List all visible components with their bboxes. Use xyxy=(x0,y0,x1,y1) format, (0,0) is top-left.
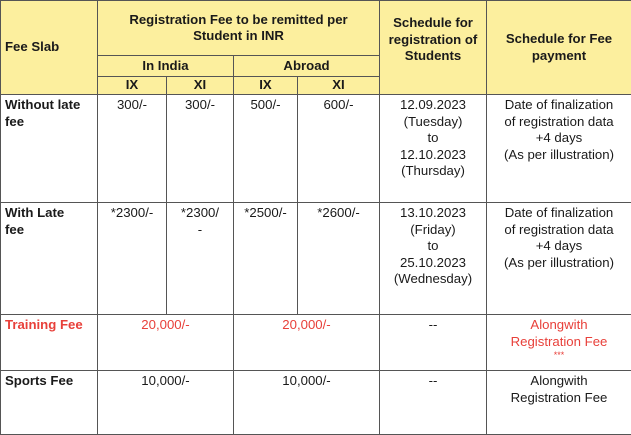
in-india-header xyxy=(98,56,234,77)
payment-line: Date of finalization xyxy=(487,97,631,114)
training-fee-label xyxy=(1,315,98,371)
schedule-fee-payment-header-text: Schedule for Fee payment xyxy=(506,31,612,63)
training-fee-india xyxy=(98,315,234,371)
india-xi-header-text: XI xyxy=(194,77,206,92)
without-late-fee-label xyxy=(1,95,98,203)
training-fee-label-text: Training Fee xyxy=(5,317,83,332)
schedule-start-date: 12.09.2023 xyxy=(380,97,486,114)
with-late-fee-abroad-ix xyxy=(234,203,298,315)
sports-fee-india xyxy=(98,371,234,435)
sports-fee-abroad xyxy=(234,371,380,435)
india-ix-header-text: IX xyxy=(126,77,138,92)
sports-fee-payment xyxy=(487,371,631,435)
abroad-xi-header-text: XI xyxy=(332,77,344,92)
with-late-fee-abroad-xi-value: *2600/- xyxy=(317,205,360,220)
fee-slab-header xyxy=(1,1,98,95)
payment-line: of registration data xyxy=(487,114,631,131)
payment-line: (As per illustration) xyxy=(487,147,631,164)
without-late-fee-abroad-xi xyxy=(298,95,380,203)
with-late-fee-label xyxy=(1,203,98,315)
payment-line: +4 days xyxy=(487,130,631,147)
schedule-end-day: (Thursday) xyxy=(380,163,486,180)
sports-fee-schedule xyxy=(380,371,487,435)
with-late-fee-abroad-ix-value: *2500/- xyxy=(244,205,287,220)
payment-line: +4 days xyxy=(487,238,631,255)
without-late-fee-schedule xyxy=(380,95,487,203)
without-late-fee-abroad-xi-value: 600/- xyxy=(323,97,353,112)
without-late-fee-payment xyxy=(487,95,631,203)
fee-slab-header-text: Fee Slab xyxy=(5,39,59,54)
schedule-end-date: 12.10.2023 xyxy=(380,147,486,164)
schedule-start-day: (Tuesday) xyxy=(380,114,486,131)
with-late-fee-payment xyxy=(487,203,631,315)
sports-fee-schedule-value: -- xyxy=(429,373,438,388)
row-training-fee xyxy=(1,315,631,371)
with-late-fee-india-xi-value: *2300/ xyxy=(167,205,233,222)
abroad-xi-header xyxy=(298,77,380,95)
without-late-fee-india-xi-value: 300/- xyxy=(185,97,215,112)
row-with-late-fee xyxy=(1,203,631,315)
abroad-header-text: Abroad xyxy=(283,58,329,73)
sports-fee-label-text: Sports Fee xyxy=(5,373,73,388)
with-late-fee-label-text: With Late fee xyxy=(5,205,64,237)
training-fee-abroad xyxy=(234,315,380,371)
sports-fee-india-value: 10,000/- xyxy=(141,373,189,388)
schedule-start-day: (Friday) xyxy=(380,222,486,239)
schedule-registration-header xyxy=(380,1,487,95)
with-late-fee-india-ix-value: *2300/- xyxy=(111,205,154,220)
with-late-fee-india-xi xyxy=(167,203,234,315)
without-late-fee-india-ix-value: 300/- xyxy=(117,97,147,112)
abroad-header xyxy=(234,56,380,77)
india-ix-header xyxy=(98,77,167,95)
schedule-fee-payment-header xyxy=(487,1,631,95)
payment-line: Registration Fee xyxy=(487,334,631,351)
training-fee-india-value: 20,000/- xyxy=(141,317,189,332)
india-xi-header xyxy=(167,77,234,95)
without-late-fee-abroad-ix-value: 500/- xyxy=(250,97,280,112)
payment-line: Date of finalization xyxy=(487,205,631,222)
with-late-fee-abroad-xi xyxy=(298,203,380,315)
schedule-to: to xyxy=(380,238,486,255)
abroad-ix-header xyxy=(234,77,298,95)
training-fee-payment xyxy=(487,315,631,371)
payment-line: of registration data xyxy=(487,222,631,239)
schedule-registration-header-text: Schedule for registration of Students xyxy=(389,15,478,63)
row-without-late-fee xyxy=(1,95,631,203)
sports-fee-label xyxy=(1,371,98,435)
schedule-to: to xyxy=(380,130,486,147)
payment-line: Alongwith xyxy=(487,373,631,390)
abroad-ix-header-text: IX xyxy=(259,77,271,92)
without-late-fee-india-xi xyxy=(167,95,234,203)
without-late-fee-abroad-ix xyxy=(234,95,298,203)
payment-line: (As per illustration) xyxy=(487,255,631,272)
without-late-fee-label-text: Without late fee xyxy=(5,97,80,129)
registration-fee-header xyxy=(98,1,380,56)
with-late-fee-india-xi-value-cont: - xyxy=(167,222,233,239)
footnote-stars: *** xyxy=(487,350,631,360)
in-india-header-text: In India xyxy=(142,58,188,73)
training-fee-abroad-value: 20,000/- xyxy=(282,317,330,332)
training-fee-schedule-value: -- xyxy=(429,317,438,332)
sports-fee-abroad-value: 10,000/- xyxy=(282,373,330,388)
schedule-end-date: 25.10.2023 xyxy=(380,255,486,272)
training-fee-schedule xyxy=(380,315,487,371)
schedule-end-day: (Wednesday) xyxy=(380,271,486,288)
registration-fee-header-text: Registration Fee to be remitted per Student in INR xyxy=(129,12,347,44)
schedule-start-date: 13.10.2023 xyxy=(380,205,486,222)
payment-line: Registration Fee xyxy=(487,390,631,407)
without-late-fee-india-ix xyxy=(98,95,167,203)
with-late-fee-schedule xyxy=(380,203,487,315)
with-late-fee-india-ix xyxy=(98,203,167,315)
row-sports-fee xyxy=(1,371,631,435)
payment-line: Alongwith xyxy=(487,317,631,334)
